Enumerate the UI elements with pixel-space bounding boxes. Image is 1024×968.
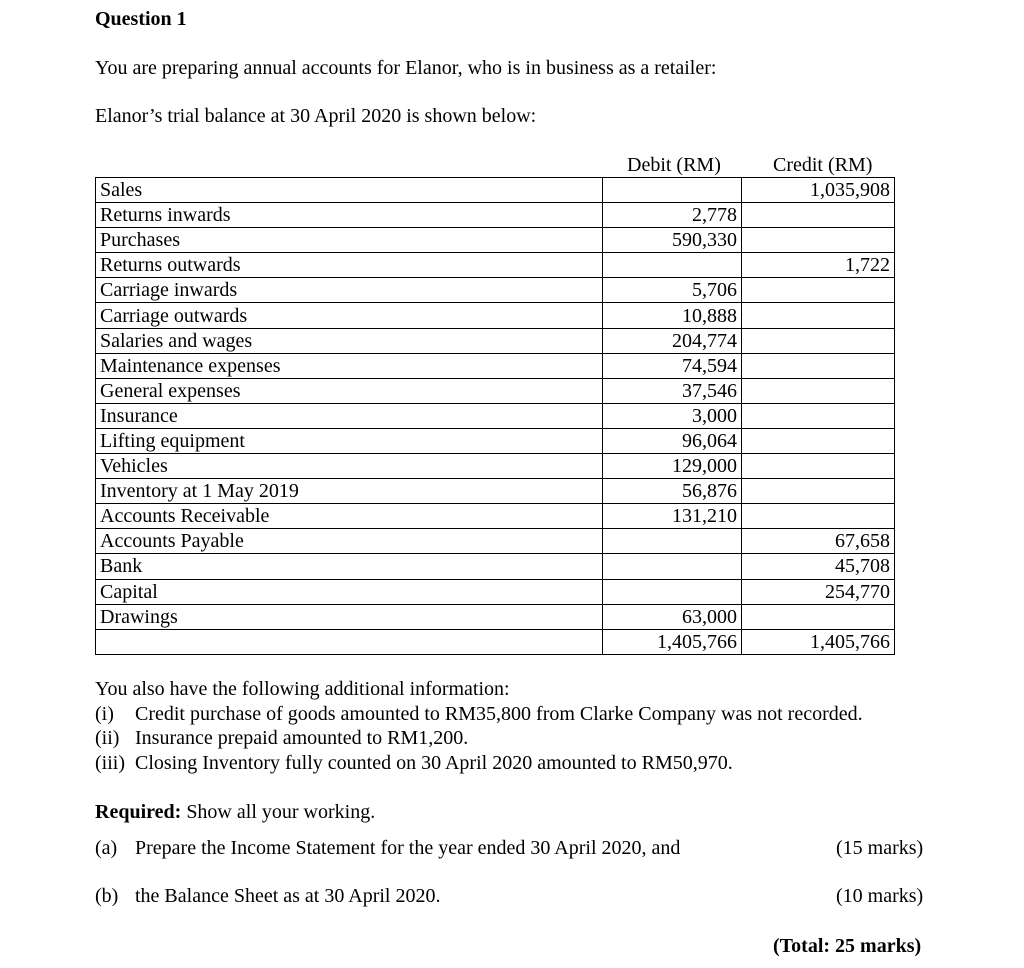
trial-balance-table: [95, 177, 895, 655]
table-row: [96, 178, 895, 203]
debit-amount: 2,778: [603, 203, 742, 228]
credit-header: Credit (RM): [773, 154, 873, 176]
table-row: [96, 579, 895, 604]
table-row: [96, 328, 895, 353]
account-name: Salaries and wages: [96, 328, 603, 353]
credit-amount: [742, 353, 895, 378]
credit-amount: 1,722: [742, 253, 895, 278]
credit-amount: [742, 403, 895, 428]
intro-text: You are preparing annual accounts for Elanor, who is in business as a retailer:: [95, 57, 717, 79]
debit-amount: 1,405,766: [603, 629, 742, 654]
account-name: Inventory at 1 May 2019: [96, 479, 603, 504]
debit-amount: [603, 253, 742, 278]
info-item-3: (iii) Closing Inventory fully counted on 30 April 2020 amounted to RM50,970.: [95, 752, 733, 774]
debit-amount: 63,000: [603, 604, 742, 629]
question-title: Question 1: [95, 8, 187, 30]
part-a-marks: (15 marks): [836, 837, 924, 859]
table-row: [96, 604, 895, 629]
credit-amount: 67,658: [742, 529, 895, 554]
account-name: Sales: [96, 178, 603, 203]
account-name: Carriage outwards: [96, 303, 603, 328]
account-name: Capital: [96, 579, 603, 604]
account-name: Bank: [96, 554, 603, 579]
total-marks: (Total: 25 marks): [773, 935, 922, 957]
account-name: Drawings: [96, 604, 603, 629]
account-name: Carriage inwards: [96, 278, 603, 303]
debit-amount: 131,210: [603, 504, 742, 529]
info-item-1: (i) Credit purchase of goods amounted to RM35,800 from Clarke Company was not recorded.: [95, 703, 863, 725]
account-name: Insurance: [96, 403, 603, 428]
required-line: Required: Show all your working.: [95, 801, 376, 823]
table-row: [96, 203, 895, 228]
info-item-2: (ii) Insurance prepaid amounted to RM1,200.: [95, 727, 469, 749]
debit-header: Debit (RM): [627, 154, 721, 176]
table-row: [96, 278, 895, 303]
part-b-marks: (10 marks): [836, 885, 924, 907]
credit-amount: [742, 228, 895, 253]
debit-amount: [603, 178, 742, 203]
table-row: [96, 479, 895, 504]
table-row: [96, 303, 895, 328]
account-name: Purchases: [96, 228, 603, 253]
table-row: [96, 554, 895, 579]
account-name: Accounts Payable: [96, 529, 603, 554]
credit-amount: 1,405,766: [742, 629, 895, 654]
table-row: [96, 378, 895, 403]
table-row: [96, 504, 895, 529]
table-row: [96, 454, 895, 479]
credit-amount: [742, 278, 895, 303]
account-name: Returns outwards: [96, 253, 603, 278]
account-name: [96, 629, 603, 654]
table-row: [96, 529, 895, 554]
credit-amount: [742, 203, 895, 228]
debit-amount: 129,000: [603, 454, 742, 479]
credit-amount: [742, 328, 895, 353]
trial-balance-intro: Elanor’s trial balance at 30 April 2020 is shown below:: [95, 105, 537, 127]
debit-amount: 204,774: [603, 328, 742, 353]
debit-amount: 37,546: [603, 378, 742, 403]
debit-amount: [603, 579, 742, 604]
account-name: Maintenance expenses: [96, 353, 603, 378]
debit-amount: 10,888: [603, 303, 742, 328]
credit-amount: [742, 378, 895, 403]
credit-amount: [742, 604, 895, 629]
table-row: [96, 353, 895, 378]
debit-amount: 3,000: [603, 403, 742, 428]
debit-amount: 5,706: [603, 278, 742, 303]
table-row: [96, 403, 895, 428]
credit-amount: [742, 479, 895, 504]
credit-amount: 45,708: [742, 554, 895, 579]
credit-amount: [742, 504, 895, 529]
account-name: Vehicles: [96, 454, 603, 479]
debit-amount: 74,594: [603, 353, 742, 378]
credit-amount: [742, 454, 895, 479]
account-name: Accounts Receivable: [96, 504, 603, 529]
debit-amount: 590,330: [603, 228, 742, 253]
table-row: [96, 228, 895, 253]
additional-info-heading: You also have the following additional information:: [95, 678, 510, 700]
debit-amount: [603, 529, 742, 554]
credit-amount: [742, 303, 895, 328]
credit-amount: [742, 428, 895, 453]
part-b: (b) the Balance Sheet as at 30 April 2020.: [95, 885, 441, 907]
credit-amount: 1,035,908: [742, 178, 895, 203]
table-row: [96, 428, 895, 453]
debit-amount: [603, 554, 742, 579]
debit-amount: 56,876: [603, 479, 742, 504]
account-name: Lifting equipment: [96, 428, 603, 453]
credit-amount: 254,770: [742, 579, 895, 604]
debit-amount: 96,064: [603, 428, 742, 453]
table-row: [96, 253, 895, 278]
totals-row: [96, 629, 895, 654]
account-name: Returns inwards: [96, 203, 603, 228]
part-a: (a) Prepare the Income Statement for the year ended 30 April 2020, and: [95, 837, 681, 859]
account-name: General expenses: [96, 378, 603, 403]
